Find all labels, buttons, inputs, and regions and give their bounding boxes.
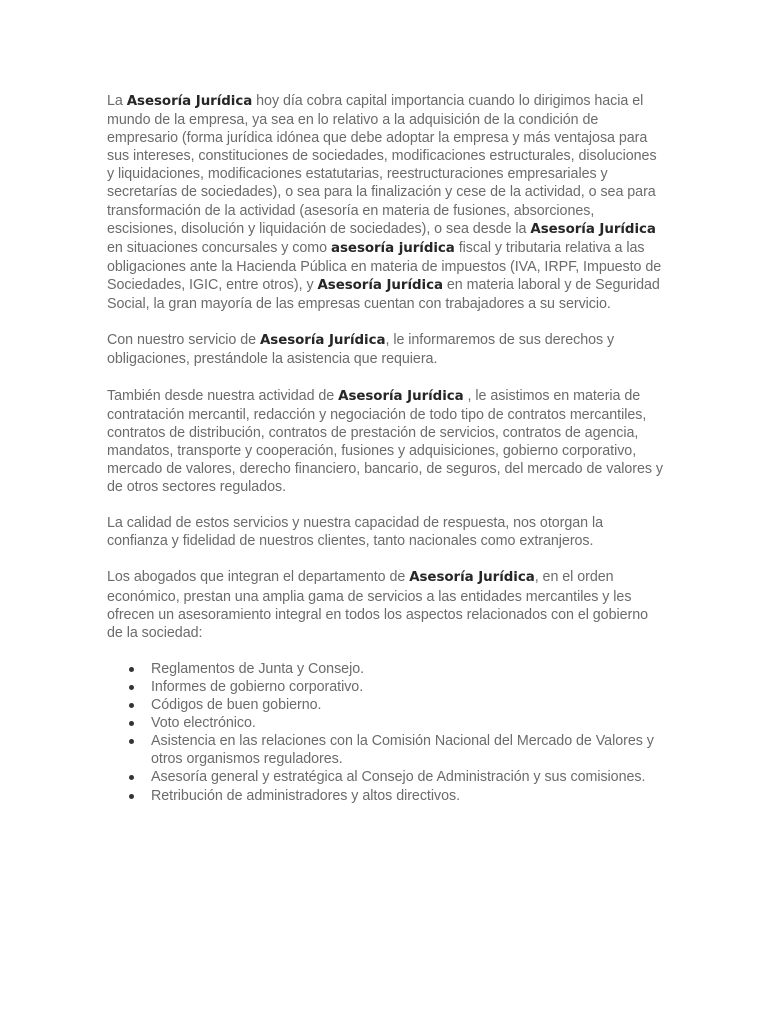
list-item-text: Retribución de administradores y altos directivos. [151,787,460,804]
bullet-icon [129,721,134,726]
quality-paragraph [107,514,667,550]
bold-term: Asesoría Jurídica [338,388,464,404]
bold-term: Asesoría Jurídica [530,221,656,237]
text-run: , le informaremos de sus derechos y obligaciones, prestándole la asistencia que requiera. [107,332,615,368]
text-run: La calidad de estos servicios y nuestra capacidad de respuesta, nos otorgan la confianza y fidelidad de nuestros clientes, tanto nacionales como extranjeros. [107,515,604,550]
bullet-icon [129,667,134,672]
text-run: Los abogados que integran el departamento de [107,569,410,586]
bullet-icon [129,703,134,708]
list-item [151,768,667,786]
list-item [151,678,667,696]
text-run: Con nuestro servicio de [107,332,260,349]
bold-term: asesoría jurídica [331,240,455,256]
list-item [151,660,667,678]
service-paragraph [107,331,667,368]
text-run: , en el orden económico, prestan una amplia gama de servicios a las entidades mercantiles y les ofrecen un asesoramiento integral en todos los aspectos relacionados con el gobierno de la sociedad: [107,569,649,641]
intro-paragraph [107,92,667,313]
text-run: fiscal y tributaria relativa a las obligaciones ante la Hacienda Pública en materia de impuestos (IVA, IRPF, Impuesto de Sociedades, IGIC, entre otros), y [107,239,662,293]
list-item [151,732,667,768]
paragraph-group [107,92,667,642]
lawyers-paragraph [107,568,667,641]
list-item-text: Asesoría general y estratégica al Consejo de Administración y sus comisiones. [151,769,646,786]
text-run: en situaciones concursales y como [107,239,331,256]
bold-term: Asesoría Jurídica [259,333,386,349]
activity-paragraph [107,387,667,497]
bold-term: Asesoría Jurídica [409,570,535,586]
text-run: en materia laboral y de Seguridad Social, la gran mayoría de las empresas cuentan con trabajadores a su servicio. [107,276,660,313]
text-run: La [107,93,127,109]
text-run: También desde nuestra actividad de [107,387,339,404]
bullet-icon [129,739,134,744]
bullet-icon [129,685,134,690]
list-item-text: Reglamentos de Junta y Consejo. [151,660,365,677]
bold-term: Asesoría Jurídica [126,94,253,109]
list-item-text: Asistencia en las relaciones con la Comisión Nacional del Mercado de Valores y otros organismos reguladores. [151,733,654,768]
list-item-text: Códigos de buen gobierno. [151,697,322,714]
bullet-icon [129,775,134,780]
bold-term: Asesoría Jurídica [317,277,443,293]
list-item [151,714,667,732]
bullet-icon [129,794,134,799]
list-item [151,787,667,805]
list-item-text: Voto electrónico. [151,715,256,732]
list-item-text: Informes de gobierno corporativo. [151,679,364,695]
text-run: hoy día cobra capital importancia cuando lo dirigimos hacia el mundo de la empresa, ya sea en lo relativo a la adquisición de la condición de empresario (forma jurídica idónea que debe adoptar la empresa y más ventajosa para sus intereses, constituciones de sociedades, modificaciones estructurales, disoluciones y liquidaciones, modificaciones estatutarias, reestructuraciones empresariales y secretarías de sociedades), o sea para la finalización y cese de la actividad, o sea para transformación de la actividad (asesoría en materia de fusiones, absorciones, escisiones, disolución y liquidación de sociedades), o sea desde la [107,93,657,237]
document-body [107,92,667,805]
list-item [151,696,667,714]
services-list [107,660,667,805]
text-run: , le asistimos en materia de contratación mercantil, redacción y negociación de todo tipo de contratos mercantiles, contratos de distribución, contratos de prestación de servicios, contratos de agencia, mandatos, transporte y cooperación, fusiones y adquisiciones, gobierno corporativo, mercado de valores, derecho financiero, bancario, de seguros, del mercado de valores y de otros sectores regulados. [107,387,663,495]
